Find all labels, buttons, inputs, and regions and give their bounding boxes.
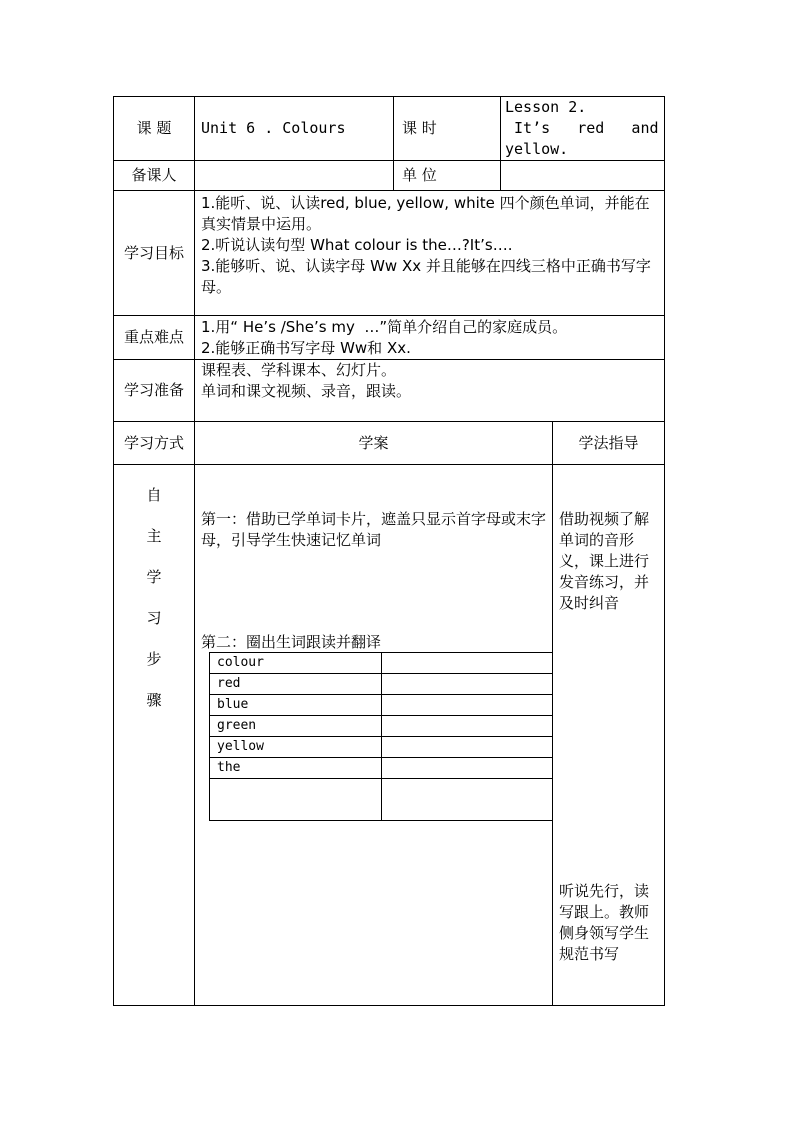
vertical-char: 自: [146, 486, 162, 504]
objectives-row: [114, 191, 665, 316]
guide-note-2: 听说先行，读写跟上。教师侧身领写学生规范书写: [559, 882, 650, 963]
step-one-text: 第一：借助已学单词卡片，遮盖只显示首字母或末字母，引导学生快速记忆单词: [201, 510, 547, 549]
vertical-char: 学: [146, 568, 162, 586]
vocab-translation: [382, 716, 553, 737]
preparer-row: [114, 161, 665, 191]
preparer-label: 备课人: [114, 161, 195, 191]
vocab-table: [209, 652, 553, 821]
vocab-row: [210, 716, 553, 737]
vertical-char: 步: [146, 650, 162, 668]
preparation-2: 单词和课文视频、录音，跟读。: [201, 382, 412, 400]
vocab-translation: [382, 653, 553, 674]
vocab-word: red: [210, 674, 382, 695]
key-point-2: 2.能够正确书写字母 Ww和 Xx.: [201, 338, 411, 357]
objective-1: 1.能听、说、认读red, blue, yellow, white 四个颜色单词，并能在真实情景中运用。: [201, 194, 650, 233]
vocab-word: colour: [210, 653, 382, 674]
vocab-row: [210, 779, 553, 821]
key-points-row: [114, 316, 665, 360]
vocab-word: blue: [210, 695, 382, 716]
preparation-row: [114, 360, 665, 422]
preparation-content: [195, 360, 665, 422]
unit-label: 单 位: [394, 161, 501, 191]
header-row: [114, 97, 665, 161]
vocab-translation: [382, 695, 553, 716]
guide-header: 学法指导: [553, 422, 665, 465]
period-value: [501, 97, 665, 161]
column-header-row: [114, 422, 665, 465]
vocab-translation: [382, 737, 553, 758]
step-two-text: 第二：圈出生词跟读并翻译: [201, 633, 382, 651]
vocab-translation: [382, 674, 553, 695]
period-line-3: yellow.: [505, 140, 569, 158]
guide-note-1: 借助视频了解单词的音形义，课上进行发音练习，并及时纠音: [559, 510, 650, 612]
objectives-label: 学习目标: [114, 191, 195, 316]
vertical-char: 主: [146, 527, 162, 545]
preparation-1: 课程表、学科课本、幻灯片。: [201, 361, 397, 379]
key-points-label: 重点难点: [114, 316, 195, 360]
key-points-content: [195, 316, 665, 360]
vocab-word: yellow: [210, 737, 382, 758]
period-line-1: Lesson 2.: [505, 98, 587, 116]
period-label: 课 时: [394, 97, 501, 161]
topic-value: Unit 6 . Colours: [195, 97, 394, 161]
period-line-2: It’s red and: [505, 119, 659, 137]
plan-header: 学案: [195, 422, 553, 465]
vertical-char: 骤: [146, 691, 162, 709]
vocab-word: the: [210, 758, 382, 779]
method-header: 学习方式: [114, 422, 195, 465]
vocab-row: [210, 695, 553, 716]
vocab-word: [210, 779, 382, 821]
vocab-word: green: [210, 716, 382, 737]
objective-3: 3.能够听、说、认读字母 Ww Xx 并且能够在四线三格中正确书写字母。: [201, 257, 651, 296]
steps-vertical-label: [114, 465, 195, 1006]
vocab-row: [210, 737, 553, 758]
vocab-row: [210, 674, 553, 695]
key-point-1: 1.用“ He’s /She’s my …”简单介绍自己的家庭成员。: [201, 317, 568, 336]
objectives-content: [195, 191, 665, 316]
vertical-char: 习: [146, 609, 162, 627]
topic-label: 课 题: [114, 97, 195, 161]
preparation-label: 学习准备: [114, 360, 195, 422]
vocab-row: [210, 653, 553, 674]
vocab-translation: [382, 758, 553, 779]
preparer-value: [195, 161, 394, 191]
vocab-row: [210, 758, 553, 779]
objective-2: 2.听说认读句型 What colour is the…?It’s….: [201, 236, 513, 254]
vocab-translation: [382, 779, 553, 821]
unit-value: [501, 161, 665, 191]
